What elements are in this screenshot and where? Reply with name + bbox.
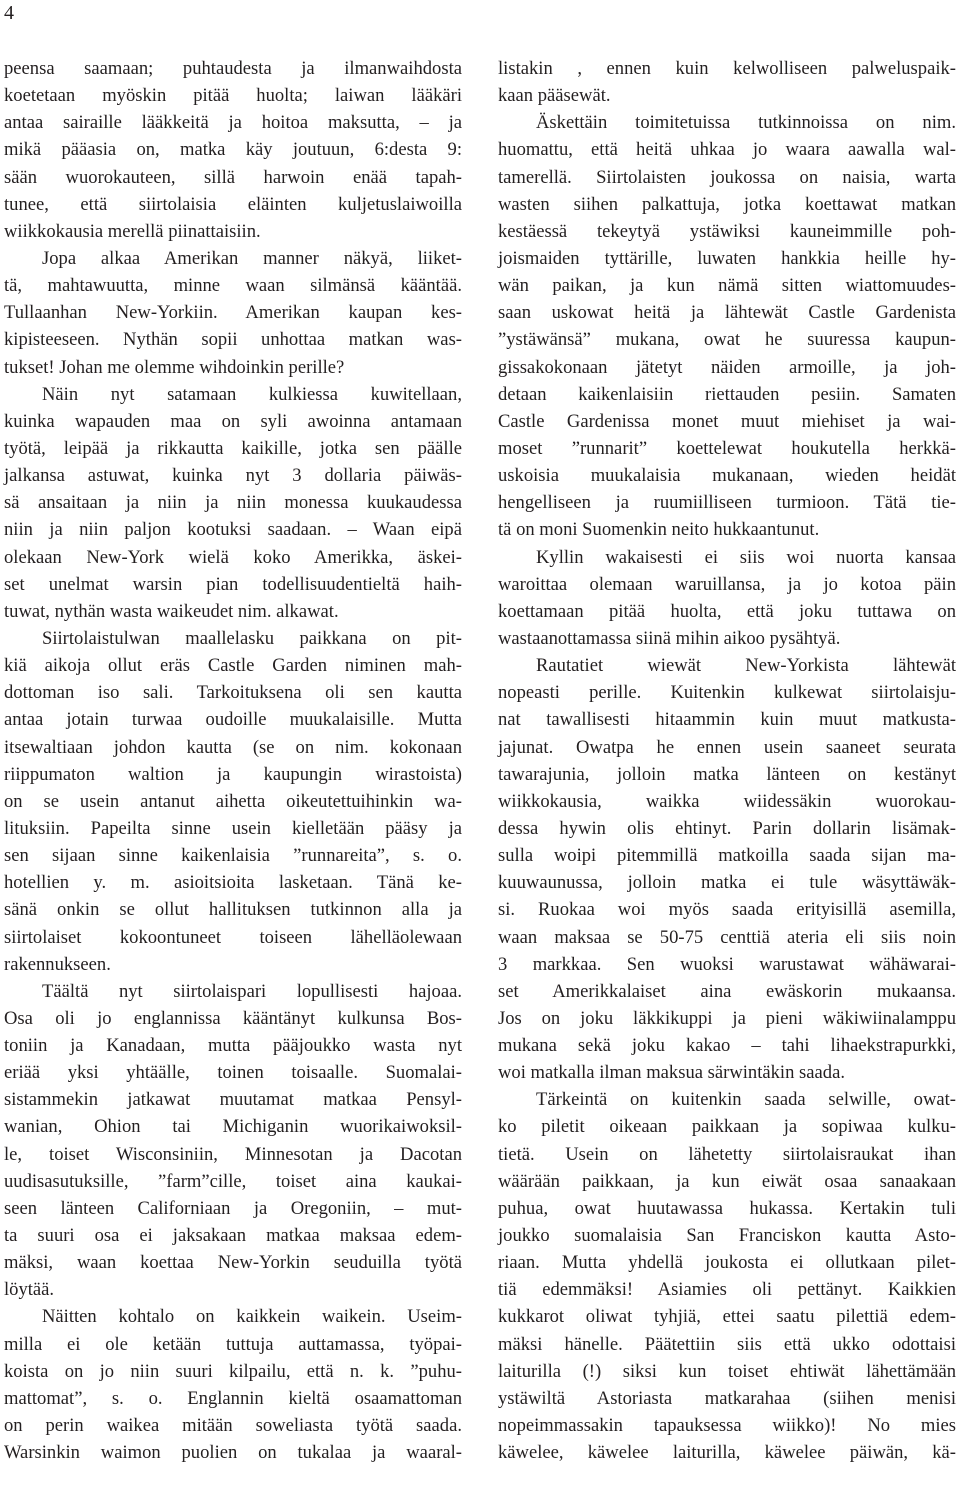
- text-line: olekaan New-York wielä koko Amerikka, äskei-: [4, 546, 462, 568]
- text-line: koetetaan myöskin pitää huolta; laiwan lääkäri: [4, 85, 462, 107]
- text-line: wäärään paikkaan, ja kun eiwät osaa sanaakaan: [498, 1170, 956, 1192]
- text-line: tiä edemmäksi! Asiamies oli pettänyt. Kaikkien: [498, 1279, 956, 1301]
- text-line: on se usein antanut aihetta oikeutettuihinkin wa-: [4, 790, 462, 812]
- text-line: käwelee, käwelee laiturilla, käwelee päiwän, kä-: [498, 1442, 956, 1464]
- text-line: set unelmat warsin pian todellisuudentieltä haih-: [4, 573, 462, 595]
- text-line: wiikkokausia, waikka wiidessäkin wuorokau-: [498, 790, 956, 812]
- text-line: woi matkalla ilman maksua särwintäkin saada.: [498, 1062, 845, 1084]
- text-line: milla ei ole ketään tuttuja auttamassa, työpai-: [4, 1333, 462, 1355]
- text-line: siirtolaiset kokoontuneet toiseen lähelläolewaan: [4, 926, 462, 948]
- text-line: työtä, leipää ja rikkautta kaikille, jotka sen päälle: [4, 437, 462, 459]
- text-line: gissakokonaan jätetyt näiden armoille, ja joh-: [498, 356, 956, 378]
- text-line: Osa oli jo englannissa kääntänyt kulkunsa Bos-: [4, 1007, 462, 1029]
- text-line: ko piletit oikeaan paikkaan ja sopiwaa kulku-: [498, 1116, 956, 1138]
- text-line: Jopa alkaa Amerikan manner näkyä, liiket-: [42, 247, 462, 269]
- text-line: Siirtolaistulwan maallelasku paikkana on pit-: [42, 627, 462, 649]
- right-text-column: [498, 55, 956, 1466]
- text-line: mäksi, waan koettaa New-Yorkin seuduilla työtä: [4, 1252, 462, 1274]
- text-line: itsewaltiaan johdon kautta (se on nim. kokonaan: [4, 736, 462, 758]
- text-line: joukko suomalaisia San Franciskon kautta Asto-: [498, 1225, 956, 1247]
- text-line: on perin waikea mitään soweliasta työtä saada.: [4, 1415, 462, 1437]
- text-line: tä on moni Suomenkin neito hukkaantunut.: [498, 519, 820, 541]
- text-line: Näin nyt satamaan kulkiessa kuwitellaan,: [42, 383, 462, 405]
- text-line: eriää yksi yhtäälle, toinen toisaalle. Suomalai-: [4, 1062, 462, 1084]
- text-line: seen länteen Californiaan ja Oregoniin, – mut-: [4, 1197, 462, 1219]
- text-line: ”ystäwänsä” mukana, owat he suuressa kaupun-: [498, 329, 956, 351]
- text-line: waan maksaa se 50-75 centtiä ateria eli siis noin: [498, 926, 956, 948]
- text-line: niin ja niin paljon kootuksi saadaan. – Waan eipä: [4, 519, 462, 541]
- text-line: mattomat”, s. o. Englannin kieltä osaamattoman: [4, 1387, 462, 1409]
- text-line: tä, mahtawuutta, minne waan silmänsä kääntää.: [4, 275, 462, 297]
- text-line: mukana sekä joku kakao – tahi lihaekstrapurkki,: [498, 1035, 956, 1057]
- text-line: Äskettäin toimitetuissa tutkinnoissa on nim.: [536, 112, 956, 134]
- text-line: waroittaa olemaan waruillansa, ja jo kotoa päin: [498, 573, 956, 595]
- text-line: löytää.: [4, 1279, 55, 1301]
- text-line: riippumaton waltion ja kaupungin wirastoista): [4, 763, 462, 785]
- text-line: 3 markkaa. Sen wuoksi warustawat wähäwarai-: [498, 953, 956, 975]
- text-line: nat tawallisesti hitaammin kuin muut matkusta-: [498, 709, 956, 731]
- text-line: Tärkeintä on kuitenkin saada selwille, owat-: [536, 1089, 956, 1111]
- text-line: detaan kaikenlaisiin riettauden pesiin. Samaten: [498, 383, 956, 405]
- text-line: wiikkokausia merellä piinattaisiin.: [4, 220, 261, 242]
- text-line: kiä aikoja ollut eräs Castle Garden niminen mah-: [4, 655, 462, 677]
- text-line: wastaanottamassa siinä mihin aikoo pysähtyä.: [498, 627, 841, 649]
- text-line: dottoman iso sali. Tarkoituksena oli sen kautta: [4, 682, 462, 704]
- text-line: listakin , ennen kuin kelwolliseen palweluspaik-: [498, 58, 956, 79]
- text-line: wän paikan, ja kun nämä sitten wiattomuudes-: [498, 275, 956, 297]
- text-line: laiturilla (!) siksi kun toiset ehtiwät lähettämään: [498, 1360, 956, 1382]
- text-line: Rautatiet wiewät New-Yorkista lähtewät: [536, 655, 956, 677]
- text-line: joismaiden tyttärille, luwaten hankkia heille hy-: [498, 247, 956, 269]
- text-line: saan uskowat heitä ja lähtewät Castle Gardenista: [498, 302, 956, 324]
- text-line: antaa jotain turwaa oudoille muukalaisille. Mutta: [4, 709, 462, 731]
- text-line: antaa sairaille lääkkeitä ja hoitoa maksutta, – ja: [4, 112, 462, 134]
- text-line: sänä onkin se ollut hallituksen tutkinnon alla ja: [4, 899, 462, 921]
- text-line: Täältä nyt siirtolaispari lopullisesti hajoaa.: [42, 980, 462, 1002]
- left-text-column: [4, 55, 462, 1466]
- text-line: sä ansaitaan ja niin ja niin monessa kuukaudessa: [4, 492, 462, 514]
- text-line: puhua, owat huutawassa hukassa. Kertakin tuli: [498, 1197, 956, 1219]
- text-line: kuinka wapauden maa on syli awoinna antamaan: [4, 410, 462, 432]
- text-line: tamerellä. Siirtolaisten joukossa on naisia, warta: [498, 166, 956, 188]
- text-line: tawarajunia, jolloin matka länteen on kestänyt: [498, 763, 956, 785]
- text-line: wanian, Ohion tai Michiganin wuorikaiwoksil-: [4, 1116, 462, 1138]
- text-line: koista on jo niin suuri kilpailu, että n. k. ”puhu-: [4, 1360, 462, 1382]
- text-line: nopeasti perille. Kuitenkin kulkewat siirtolaisju-: [498, 682, 956, 704]
- text-line: koettamaan pitää huolta, että joku tuttawa on: [498, 600, 956, 622]
- text-line: set Amerikkalaiset aina ewäskorin mukaansa.: [498, 980, 956, 1002]
- text-line: hotellien y. m. asioitsioita lasketaan. Tänä ke-: [4, 872, 462, 894]
- text-line: sistammekin jatkawat muutamat matkaa Pensyl-: [4, 1089, 462, 1111]
- text-line: mäksi hänelle. Päätettiin siis että ukko odottaisi: [498, 1333, 956, 1355]
- text-line: dessa hywin olis ehtinyt. Parin dollarin lisämak-: [498, 817, 956, 839]
- text-line: Tullaanhan New-Yorkiin. Amerikan kaupan kes-: [4, 302, 462, 324]
- text-line: ystäwiltä Astoriasta matkarahaa (siihen menisi: [498, 1387, 956, 1409]
- text-line: ta suuri osa ei jaksakaan matkaa maksaa edem-: [4, 1225, 462, 1247]
- text-line: hengelliseen ja ruumiilliseen turmioon. Tätä tie-: [498, 492, 956, 514]
- text-line: Jos on joku läkkikuppi ja pieni wäkiwiinalamppu: [498, 1007, 956, 1029]
- text-line: si. Ruokaa woi myös saada erityisillä asemilla,: [498, 899, 956, 921]
- text-line: peensa saamaan; puhtaudesta ja ilmanwaihdosta: [4, 58, 462, 79]
- text-line: sään wuorokauteen, sillä harwoin enää tapah-: [4, 166, 462, 188]
- text-line: tietä. Usein on lähetetty siirtolaisraukat ihan: [498, 1143, 956, 1165]
- text-line: kaan pääsewät.: [498, 85, 611, 107]
- page-number: 4: [4, 2, 14, 24]
- text-line: sen sijaan sinne kaikenlaisia ”runnareita”, s. o.: [4, 845, 462, 867]
- text-line: le, toiset Wisconsiniin, Minnesotan ja Dacotan: [4, 1143, 462, 1165]
- text-line: toniin ja Kanadaan, mutta pääjoukko wasta nyt: [4, 1035, 462, 1057]
- text-line: rakennukseen.: [4, 953, 111, 975]
- text-line: tukset! Johan me olemme wihdoinkin perille?: [4, 356, 345, 378]
- text-line: Castle Gardenissa monet muut miehiset ja wai-: [498, 410, 956, 432]
- text-line: wasten siihen palkattuja, jotka koettawat matkan: [498, 193, 956, 215]
- text-line: mikä pääasia on, matka käy joutuun, 6:desta 9:: [4, 139, 462, 161]
- text-line: moset ”runnarit” koettelewat houkutella herkkä-: [498, 437, 956, 459]
- text-line: uudisasutuksille, ”farm”cille, toiset aina kaukai-: [4, 1170, 462, 1192]
- text-line: tuwat, nythän wasta waikeudet nim. alkawat.: [4, 600, 339, 622]
- text-line: kestäessä tekeytyä ystäwiksi kauneimmille poh-: [498, 220, 956, 242]
- text-line: uskoisia muukalaisia mukanaan, wieden heidät: [498, 465, 956, 487]
- text-line: kuuwaunussa, jolloin matka ei tule wäsyttäwäk-: [498, 872, 956, 894]
- text-line: kukkarot oliwat tyhjiä, ettei saatu pilettiä edem-: [498, 1306, 956, 1328]
- text-line: sulla woipi pitemmillä matkoilla saada sijan ma-: [498, 845, 956, 867]
- text-line: Warsinkin waimon puolien on tukalaa ja waaral-: [4, 1442, 462, 1464]
- text-line: tunee, että siirtolaisia eläinten kuljetuslaiwoilla: [4, 193, 462, 215]
- text-line: jajunat. Owatpa he ennen usein saaneet seurata: [498, 736, 956, 758]
- text-line: nopeimmassakin tapauksessa wiikko)! No mies: [498, 1415, 956, 1437]
- text-line: Näitten kohtalo on kaikkein waikein. Useim-: [42, 1306, 462, 1328]
- text-line: kipisteeseen. Nythän sopii unhottaa matkan was-: [4, 329, 462, 351]
- text-line: riaan. Mutta yhdellä joukosta ei ollutkaan pilet-: [498, 1252, 956, 1274]
- text-line: huomattu, että heitä uhkaa jo waara aawalla wal-: [498, 139, 956, 161]
- text-line: jalkansa astuwat, kuinka nyt 3 dollaria päiwäs-: [4, 465, 462, 487]
- text-line: Kyllin wakaisesti ei siis woi nuorta kansaa: [536, 546, 956, 568]
- text-line: lituksiin. Papeilta sinne usein kielletään pääsy ja: [4, 817, 462, 839]
